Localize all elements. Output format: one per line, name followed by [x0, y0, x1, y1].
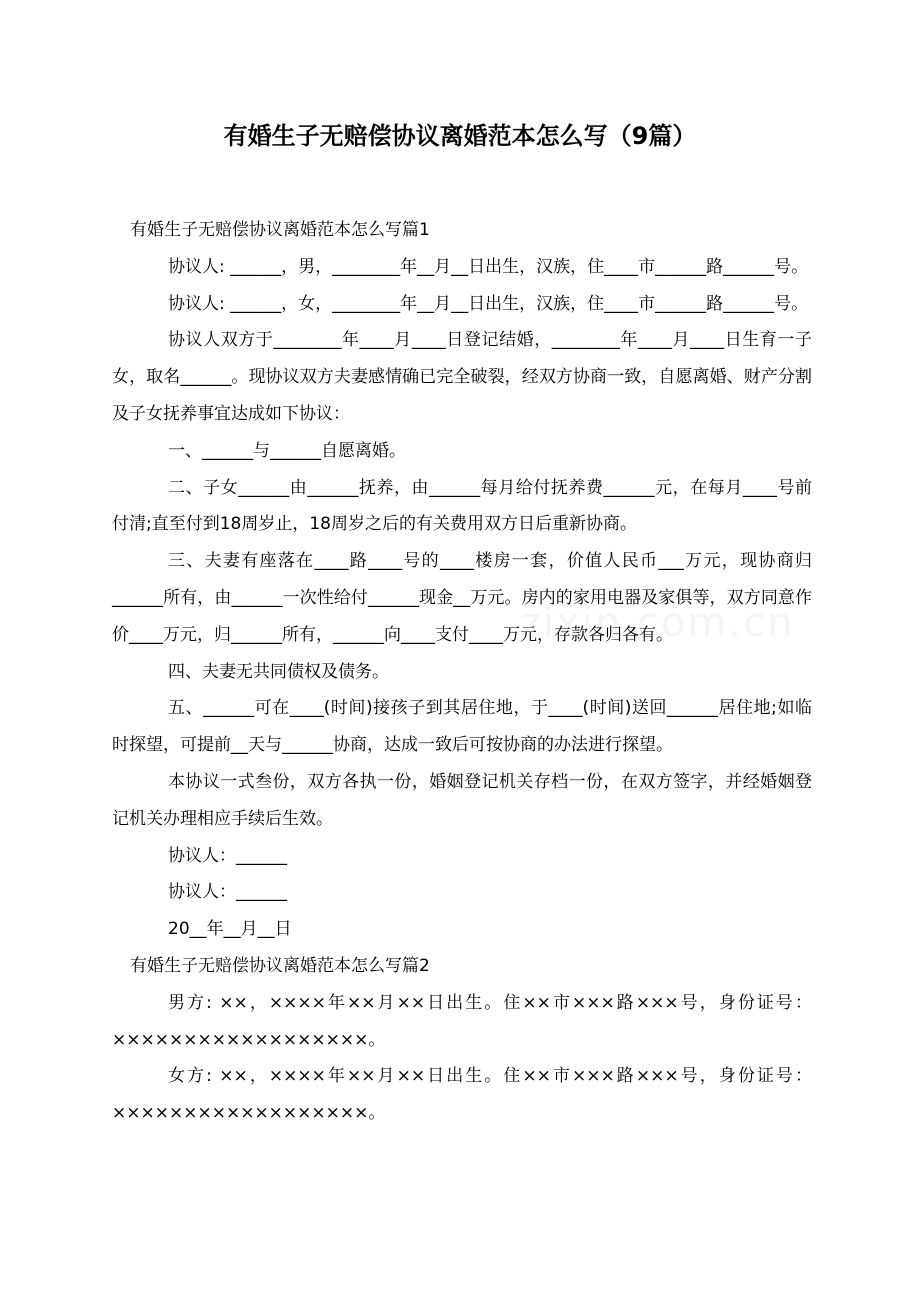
- signature-line: 协议人：______: [168, 882, 287, 903]
- section-heading: 有婚生子无赔偿协议离婚范本怎么写篇2: [130, 955, 430, 976]
- paragraph: 二、子女______由______抚养，由______每月给付抚养费______元，在每月____号前付清;直至付到18周岁止，18周岁之后的有关费用双方日后重新协商。: [112, 477, 812, 535]
- section-heading: 有婚生子无赔偿协议离婚范本怎么写篇1: [130, 220, 430, 240]
- date-line: 20__年__月__日: [168, 919, 292, 940]
- document-body: [112, 212, 812, 1132]
- signature-line: 协议人：______: [168, 845, 287, 866]
- paragraph: 协议人: ______，男，________年__月__日出生，汉族，住____市______路______号。: [168, 256, 809, 277]
- paragraph: 女方: ××，××××年××月××日出生。住××市×××路×××号，身份证号：××××××××××××××××××。: [112, 1066, 812, 1124]
- paragraph: 三、夫妻有座落在____路____号的____楼房一套，价值人民币___万元，现协商归______所有，由______一次性给付______现金__万元。房内的家用电器及家俱等，双方同意作价____万元，归______所有，______向____支付____万元，存款各归各有。: [112, 551, 812, 645]
- paragraph: 协议人双方于________年____月____日登记结婚，________年____月____日生育一子女，取名______。现协议双方夫妻感情确已完全破裂，经双方协商一致，自愿离婚、财产分割及子女抚养事宜达成如下协议：: [112, 330, 812, 424]
- paragraph: 男方: ××，××××年××月××日出生。住××市×××路×××号，身份证号：××××××××××××××××××。: [112, 992, 812, 1050]
- paragraph: 本协议一式叁份，双方各执一份，婚姻登记机关存档一份，在双方签字，并经婚姻登记机关办理相应手续后生效。: [112, 771, 812, 829]
- watermark: zixin.com.cn: [520, 600, 795, 646]
- paragraph: 一、______与______自愿离婚。: [168, 440, 406, 461]
- paragraph: 五、______可在____(时间)接孩子到其居住地，于____(时间)送回______居住地;如临时探望，可提前__天与______协商，达成一致后可按协商的办法进行探望。: [112, 698, 812, 756]
- paragraph: 协议人: ______，女，________年__月__日出生，汉族，住____市______路______号。: [168, 293, 809, 314]
- document-title: 有婚生子无赔偿协议离婚范本怎么写（9篇）: [223, 122, 697, 150]
- paragraph: 四、夫妻无共同债权及债务。: [168, 661, 389, 682]
